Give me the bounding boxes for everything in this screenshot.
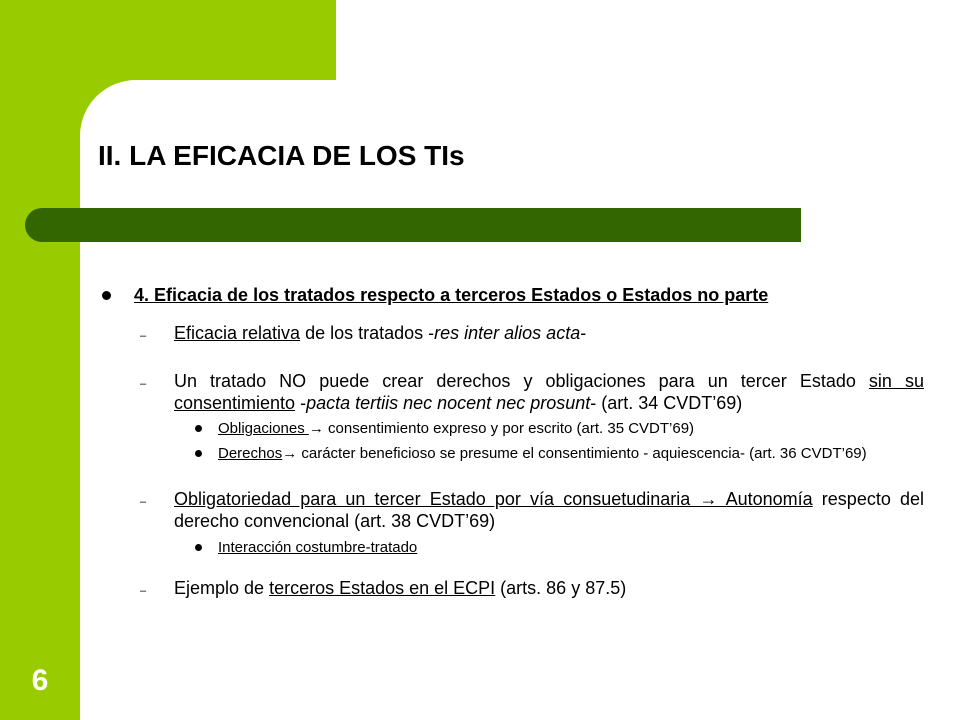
item-ecpi: [98, 577, 924, 599]
dash-marker: –: [140, 496, 147, 508]
item-text: -: [295, 393, 307, 413]
item-eficacia-relativa: [98, 322, 924, 344]
arrow-icon: →: [308, 420, 324, 437]
dash-marker: –: [140, 585, 147, 597]
subitem-text: carácter beneficioso se presume el consentimiento - aquiescencia- (art. 36 CVDT’69): [297, 445, 867, 462]
main-bullet: [98, 284, 924, 306]
subitem-underlined-text: Obligaciones: [218, 420, 309, 437]
bullet-dot: [102, 291, 111, 300]
item-underlined-text: Obligatoriedad para un tercer Estado por vía consuetudinaria: [174, 489, 700, 509]
slide-content: [98, 284, 924, 599]
item-italic-text: res inter alios acta: [434, 323, 581, 343]
subitem-interaccion: [98, 539, 924, 556]
subitem-underlined-text: Interacción costumbre-tratado: [218, 539, 418, 556]
main-heading: 4. Eficacia de los tratados respecto a terceros Estados o Estados no parte: [134, 285, 769, 305]
item-underlined-text: Eficacia relativa: [174, 323, 301, 343]
title-underline-bar: [25, 208, 801, 242]
item-underlined-text: terceros Estados en el ECPI: [269, 578, 496, 598]
item-consuetudinaria: [98, 488, 924, 532]
bullet-dot: [195, 544, 202, 551]
item-text: respecto del derecho convencional (art. 38 CVDT’69): [174, 489, 924, 531]
item-underlined-text: sin su consentimiento: [174, 371, 924, 413]
item-text: Ejemplo de: [174, 578, 270, 598]
subitem-obligaciones: [98, 420, 924, 437]
dash-marker: –: [140, 330, 147, 342]
item-text: - (art. 34 CVDT’69): [590, 393, 743, 413]
subitem-derechos: [98, 445, 924, 462]
subitem-underlined-text: Derechos: [218, 445, 283, 462]
item-text: Un tratado NO puede crear derechos y obligaciones para un tercer Estado: [174, 371, 869, 391]
item-text: de los tratados -: [300, 323, 435, 343]
subitem-text: consentimiento expreso y por escrito (art. 35 CVDT’69): [323, 420, 695, 437]
bullet-dot: [195, 450, 202, 457]
item-text: -: [580, 323, 587, 343]
item-underlined-text: Autonomía: [717, 489, 813, 509]
arrow-icon: →: [699, 489, 718, 509]
slide-title: II. LA EFICACIA DE LOS TIs: [98, 140, 465, 171]
dash-marker: –: [140, 378, 147, 390]
bullet-dot: [195, 425, 202, 432]
item-text: (arts. 86 y 87.5): [495, 578, 627, 598]
slide-number: 6: [31, 664, 49, 697]
item-tercer-estado: [98, 370, 924, 414]
item-italic-text: pacta tertiis nec nocent nec prosunt: [306, 393, 591, 413]
arrow-icon: →: [282, 445, 298, 462]
